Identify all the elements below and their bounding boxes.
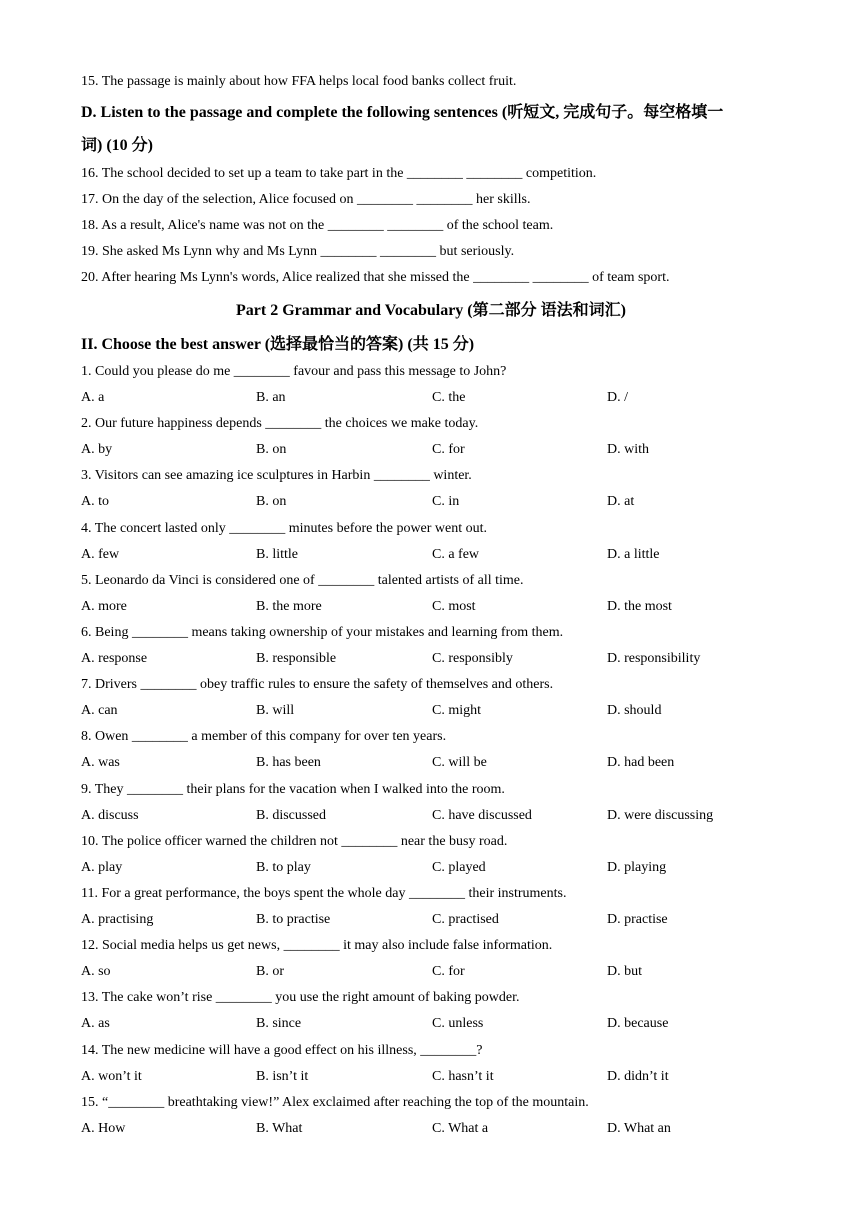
part2-title: Part 2 Grammar and Vocabulary (第二部分 语法和词汇) — [236, 302, 626, 319]
option-b[interactable]: B. to practise — [256, 912, 331, 927]
options-row — [81, 1068, 781, 1086]
option-c[interactable]: C. the — [432, 390, 466, 405]
option-a[interactable]: A. can — [81, 703, 118, 718]
sentence-item: 19. She asked Ms Lynn why and Ms Lynn ________ ________ but seriously. — [81, 244, 515, 259]
option-a[interactable]: A. few — [81, 547, 120, 562]
option-d[interactable]: D. were discussing — [607, 808, 714, 823]
option-a[interactable]: A. to — [81, 494, 109, 509]
options-row — [81, 754, 781, 772]
option-d[interactable]: D. because — [607, 1016, 669, 1031]
options-row — [81, 1120, 781, 1138]
option-d[interactable]: D. playing — [607, 860, 667, 875]
option-a[interactable]: A. practising — [81, 912, 154, 927]
option-b[interactable]: B. the more — [256, 599, 322, 614]
option-b[interactable]: B. on — [256, 442, 287, 457]
options-row — [81, 807, 781, 825]
option-c[interactable]: C. unless — [432, 1016, 484, 1031]
option-a[interactable]: A. play — [81, 860, 123, 875]
option-c[interactable]: C. for — [432, 442, 465, 457]
option-d[interactable]: D. responsibility — [607, 651, 701, 666]
option-a[interactable]: A. more — [81, 599, 127, 614]
listening-q15: 15. The passage is mainly about how FFA helps local food banks collect fruit. — [81, 74, 517, 89]
question-stem: 1. Could you please do me ________ favour and pass this message to John? — [81, 364, 507, 379]
question-stem: 5. Leonardo da Vinci is considered one of ________ talented artists of all time. — [81, 573, 524, 588]
option-a[interactable]: A. was — [81, 755, 120, 770]
option-b[interactable]: B. has been — [256, 755, 321, 770]
option-d[interactable]: D. at — [607, 494, 635, 509]
option-a[interactable]: A. response — [81, 651, 148, 666]
option-d[interactable]: D. What an — [607, 1121, 671, 1136]
option-b[interactable]: B. since — [256, 1016, 302, 1031]
section-d-title-line1: D. Listen to the passage and complete the following sentences (听短文, 完成句子。每空格填一 — [81, 104, 724, 121]
option-a[interactable]: A. by — [81, 442, 113, 457]
option-c[interactable]: C. a few — [432, 547, 480, 562]
options-row — [81, 911, 781, 929]
option-c[interactable]: C. in — [432, 494, 460, 509]
options-row — [81, 546, 781, 564]
option-d[interactable]: D. a little — [607, 547, 660, 562]
option-c[interactable]: C. might — [432, 703, 482, 718]
question-stem: 14. The new medicine will have a good effect on his illness, ________? — [81, 1043, 483, 1058]
option-a[interactable]: A. won’t it — [81, 1069, 142, 1084]
question-stem: 11. For a great performance, the boys spent the whole day ________ their instruments. — [81, 886, 567, 901]
question-stem: 7. Drivers ________ obey traffic rules to ensure the safety of themselves and others. — [81, 677, 554, 692]
option-c[interactable]: C. played — [432, 860, 486, 875]
options-row — [81, 859, 781, 877]
question-stem: 4. The concert lasted only ________ minutes before the power went out. — [81, 521, 488, 536]
question-stem: 3. Visitors can see amazing ice sculptures in Harbin ________ winter. — [81, 468, 472, 483]
option-c[interactable]: C. responsibly — [432, 651, 513, 666]
options-row — [81, 389, 781, 407]
options-row — [81, 441, 781, 459]
option-d[interactable]: D. didn’t it — [607, 1069, 669, 1084]
options-row — [81, 963, 781, 981]
option-b[interactable]: B. little — [256, 547, 298, 562]
question-stem: 8. Owen ________ a member of this company for over ten years. — [81, 729, 447, 744]
option-b[interactable]: B. responsible — [256, 651, 337, 666]
option-b[interactable]: B. will — [256, 703, 295, 718]
option-d[interactable]: D. the most — [607, 599, 672, 614]
option-c[interactable]: C. for — [432, 964, 465, 979]
option-c[interactable]: C. hasn’t it — [432, 1069, 494, 1084]
option-b[interactable]: B. to play — [256, 860, 311, 875]
option-d[interactable]: D. with — [607, 442, 649, 457]
option-a[interactable]: A. as — [81, 1016, 110, 1031]
options-row — [81, 1015, 781, 1033]
option-c[interactable]: C. most — [432, 599, 476, 614]
section-d-title-line2: 词) (10 分) — [81, 137, 153, 154]
option-b[interactable]: B. What — [256, 1121, 303, 1136]
option-d[interactable]: D. but — [607, 964, 642, 979]
option-a[interactable]: A. so — [81, 964, 111, 979]
option-b[interactable]: B. or — [256, 964, 284, 979]
question-stem: 12. Social media helps us get news, ________ it may also include false information. — [81, 938, 553, 953]
options-row — [81, 650, 781, 668]
option-b[interactable]: B. on — [256, 494, 287, 509]
option-c[interactable]: C. will be — [432, 755, 487, 770]
option-c[interactable]: C. have discussed — [432, 808, 532, 823]
question-stem: 13. The cake won’t rise ________ you use the right amount of baking powder. — [81, 990, 520, 1005]
sentence-item: 18. As a result, Alice's name was not on the ________ ________ of the school team. — [81, 218, 554, 233]
option-a[interactable]: A. a — [81, 390, 105, 405]
option-b[interactable]: B. isn’t it — [256, 1069, 309, 1084]
options-row — [81, 598, 781, 616]
section-ii-title: II. Choose the best answer (选择最恰当的答案) (共 15 分) — [81, 336, 475, 353]
question-stem: 15. “________ breathtaking view!” Alex exclaimed after reaching the top of the mountain. — [81, 1095, 589, 1110]
option-d[interactable]: D. practise — [607, 912, 668, 927]
option-b[interactable]: B. an — [256, 390, 286, 405]
sentence-item: 16. The school decided to set up a team to take part in the ________ ________ competition. — [81, 166, 597, 181]
options-row — [81, 702, 781, 720]
option-a[interactable]: A. discuss — [81, 808, 139, 823]
sentence-item: 20. After hearing Ms Lynn's words, Alice realized that she missed the ________ ________ of team sport. — [81, 270, 670, 285]
question-stem: 6. Being ________ means taking ownership of your mistakes and learning from them. — [81, 625, 564, 640]
sentence-item: 17. On the day of the selection, Alice focused on ________ ________ her skills. — [81, 192, 531, 207]
option-c[interactable]: C. What a — [432, 1121, 489, 1136]
question-stem: 2. Our future happiness depends ________ the choices we make today. — [81, 416, 479, 431]
option-b[interactable]: B. discussed — [256, 808, 326, 823]
option-d[interactable]: D. / — [607, 390, 628, 405]
option-c[interactable]: C. practised — [432, 912, 499, 927]
option-d[interactable]: D. had been — [607, 755, 675, 770]
question-stem: 10. The police officer warned the children not ________ near the busy road. — [81, 834, 508, 849]
option-d[interactable]: D. should — [607, 703, 662, 718]
question-stem: 9. They ________ their plans for the vacation when I walked into the room. — [81, 782, 505, 797]
option-a[interactable]: A. How — [81, 1121, 126, 1136]
options-row — [81, 493, 781, 511]
